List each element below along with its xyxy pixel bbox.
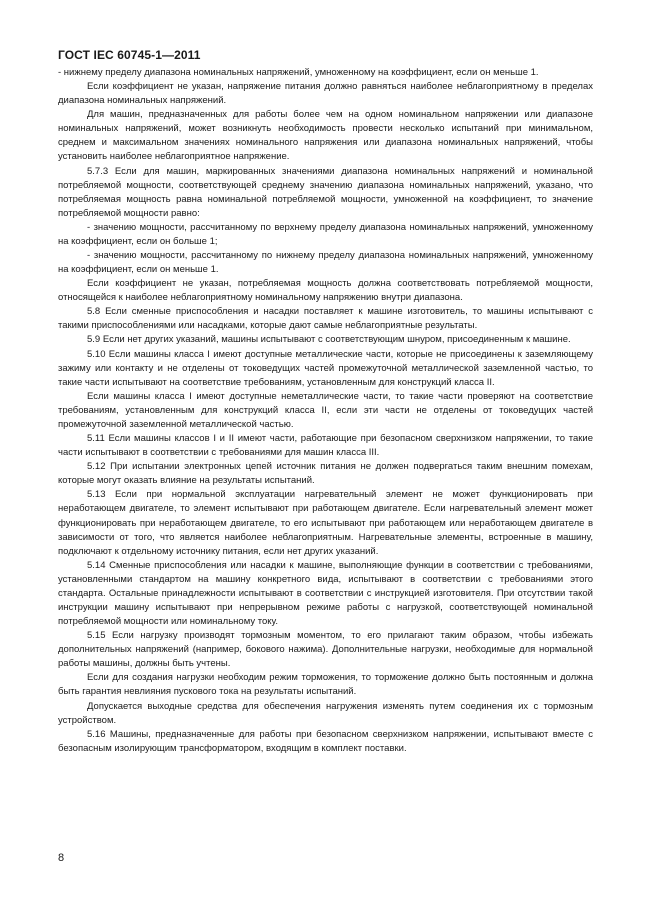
document-body — [58, 66, 593, 756]
paragraph-5-13: 5.13 Если при нормальной эксплуатации нагревательный элемент не может функционировать при неработающем двигателе, то элемент испытывают при работающем двигателе. Если нагревательный элемент может функционировать при неработающем двигателе, то его испытывают при работающем или неработающем двигателе в зависимости от того, что является наиболее неблагоприятным. Нагревательные элементы, встроенные в машину, подключают к отдельному источнику питания, если нет других указаний. — [58, 489, 593, 557]
standard-header: ГОСТ IEC 60745-1—2011 — [58, 48, 201, 62]
page-number: 8 — [58, 852, 65, 864]
paragraph-5-12: 5.12 При испытании электронных цепей источник питания не должен подвергаться таким внешним помехам, которые могут оказать влияние на результаты испытаний. — [58, 461, 593, 487]
paragraph-5-8: 5.8 Если сменные приспособления и насадки поставляет к машине изготовитель, то машины испытывают с такими приспособлениями или насадками, которые дают самые неблагоприятные результаты. — [58, 306, 593, 332]
paragraph-5-15: 5.15 Если нагрузку производят тормозным моментом, то его прилагают таким образом, чтобы избежать дополнительных напряжений (например, бокового нажима). Дополнительные нагрузки, необходимые для нормальной работы машины, должны быть учтены. — [58, 630, 593, 670]
list-item-upper-limit: - значению мощности, рассчитанному по верхнему пределу диапазона номинальных напряжений, умноженному на коэффициент, если он больше 1; — [58, 221, 593, 247]
paragraph-2: Если коэффициент не указан, напряжение питания должно равняться наиболее неблагоприятному в пределах диапазона номинальных напряжений. — [58, 81, 593, 107]
paragraph-11: Если машины класса I имеют доступные неметаллические части, то такие части проверяют на соответствие требованиям, установленным для конструкций класса II, если эти части не отделены от токоведущих частей промежуточной заземленной металлической частью. — [58, 390, 593, 430]
paragraph-5-9: 5.9 Если нет других указаний, машины испытывают с соответствующим шнуром, присоединенным к машине. — [87, 334, 571, 346]
paragraph-5-16: 5.16 Машины, предназначенные для работы при безопасном сверхнизком напряжении, испытывают вместе с безопасным изолирующим трансформатором, входящим в комплект поставки. — [58, 728, 593, 754]
paragraph-5-10: 5.10 Если машины класса I имеют доступные металлические части, которые не присоединены к заземляющему зажиму или контакту и не отделены от токоведущих частей промежуточной металлической заземленной частью, то такие части испытывают на соответствие требованиям, установленным для конструкций класса II. — [58, 348, 593, 388]
list-item-lower-limit: - значению мощности, рассчитанному по нижнему пределу диапазона номинальных напряжений, умноженному на коэффициент, если он меньше 1. — [58, 250, 593, 276]
paragraph-18: Допускается выходные средства для обеспечения нагружения изменять путем соединения их с тормозным устройством. — [58, 700, 593, 726]
paragraph-17: Если для создания нагрузки необходим режим торможения, то торможение должно быть постоянным и должна быть гарантия невлияния пускового тока на результаты испытаний. — [58, 672, 593, 698]
paragraph-7: Если коэффициент не указан, потребляемая мощность должна соответствовать потребляемой мощности, относящейся к наиболее неблагоприятному номинальному напряжению внутри диапазона. — [58, 278, 593, 304]
paragraph-5-11: 5.11 Если машины классов I и II имеют части, работающие при безопасном сверхнизком напряжении, то такие части испытывают в соответствии с требованиями для машин класса III. — [58, 433, 593, 459]
paragraph-1: - нижнему пределу диапазона номинальных напряжений, умноженному на коэффициент, если он меньше 1. — [58, 67, 539, 78]
paragraph-5-7-3: 5.7.3 Если для машин, маркированных значениями диапазона номинальных напряжений и номинальной потребляемой мощности, соответствующей среднему значению диапазона номинальных напряжений, указано, что потребляемая мощность равна номинальной потребляемой мощности, умноженной на коэффициент, то значение потребляемой мощности равно: — [58, 165, 593, 219]
paragraph-3: Для машин, предназначенных для работы более чем на одном номинальном напряжении или диапазоне номинальных напряжений, может возникнуть необходимость провести несколько испытаний при минимальном, среднем и максимальном значениях номинального напряжения или диапазона номинальных напряжений, чтобы установить наиболее неблагоприятное напряжение. — [58, 109, 593, 163]
paragraph-5-14: 5.14 Сменные приспособления или насадки к машине, выполняющие функции в соответствии с требованиями, установленными стандартом на машину конкретного вида, испытывают в соответствии с требованиями этого стандарта. Остальные принадлежности испытывают в соответствии с инструкцией изготовителя. При отсутствии такой инструкции машину испытывают при непрерывном режиме работы с нагрузкой, соответствующей номинальной потребляемой мощности или номинальному току. — [58, 559, 593, 628]
